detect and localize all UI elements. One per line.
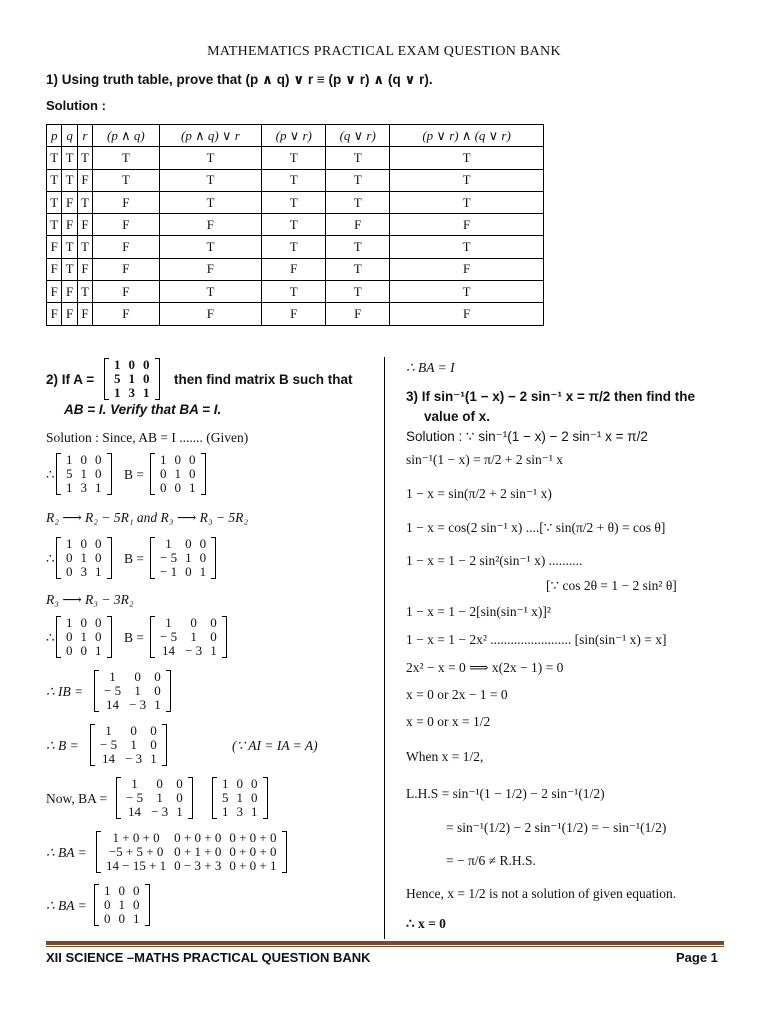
matrix-entry: 0: [95, 629, 102, 644]
matrix-entry: 0: [174, 452, 181, 467]
truth-table-header-cell: (p ∨ r) ∧ (q ∨ r): [390, 125, 544, 147]
truth-table-cell: F: [93, 214, 159, 236]
question-3: 3) If sin⁻¹(1 − x) − 2 sin⁻¹ x = π/2 then find the: [406, 389, 696, 404]
matrix-entry: 5: [66, 466, 73, 481]
page-number: Page 1: [676, 950, 718, 965]
matrix-entry: 0: [66, 629, 73, 644]
matrix-entry: 0: [176, 776, 183, 791]
truth-table-row: [47, 281, 544, 303]
matrix-entry: 1: [66, 452, 73, 467]
truth-table-cell: F: [47, 303, 62, 325]
matrix-entry: 1: [150, 751, 157, 766]
question-3-line2: value of x.: [424, 409, 491, 424]
solution-3-line: 1 − x = 1 − 2[sin(sin⁻¹ x)]²: [406, 604, 551, 619]
truth-table-cell: T: [326, 169, 390, 191]
matrix-entry: 0 + 1 + 0: [174, 844, 222, 859]
matrix-entry: 1: [222, 776, 229, 791]
truth-table: [46, 124, 544, 326]
truth-table-cell: T: [262, 214, 326, 236]
solution-3-line: Hence, x = 1/2 is not a solution of given equation.: [406, 886, 677, 901]
matrix-b-product: [116, 777, 193, 819]
matrix-entry: 0: [150, 737, 157, 752]
truth-table-cell: T: [390, 191, 544, 213]
truth-table-cell: T: [159, 236, 262, 258]
matrix-entry: 0: [133, 897, 140, 912]
truth-table-cell: T: [262, 147, 326, 169]
matrix-entry: 1: [156, 790, 163, 805]
matrix-entry: 0: [156, 776, 163, 791]
matrix-entry: 1: [185, 550, 192, 565]
truth-table-cell: T: [262, 169, 326, 191]
truth-table-header-cell: (p ∧ q) ∨ r: [159, 125, 262, 147]
truth-table-cell: T: [77, 191, 92, 213]
matrix-entry: 1: [160, 452, 167, 467]
truth-table-cell: F: [93, 191, 159, 213]
matrix-entry: 0: [118, 911, 125, 926]
matrix-entry: 1: [80, 466, 87, 481]
matrix-entry: 0: [199, 550, 207, 565]
matrix-m3: [56, 616, 112, 658]
matrix-m2: [56, 537, 112, 579]
truth-table-row: [47, 169, 544, 191]
truth-table-cell: F: [262, 258, 326, 280]
matrix-entry: 3: [80, 564, 87, 579]
ba-prefix: ∴ BA =: [46, 845, 87, 860]
matrix-entry: 0: [251, 776, 258, 791]
matrix-entry: 0: [176, 790, 183, 805]
truth-table-row: [47, 191, 544, 213]
solution-3-line: 1 − x = sin(π/2 + 2 sin⁻¹ x): [406, 486, 552, 501]
truth-table-header-cell: (p ∧ q): [93, 125, 159, 147]
solution-3-line: x = 0 or 2x − 1 = 0: [406, 687, 508, 702]
solution-3-line: 2x² − x = 0 ⟹ x(2x − 1) = 0: [406, 660, 564, 675]
therefore-symbol: ∴: [46, 551, 55, 566]
truth-table-cell: T: [77, 147, 92, 169]
matrix-entry: 1: [131, 776, 138, 791]
matrix-entry: 0: [80, 615, 87, 630]
question-2-prefix: 2) If A =: [46, 372, 95, 387]
matrix-identity-final: [94, 884, 150, 926]
solution-label-1: Solution :: [46, 98, 106, 113]
solution-3-line: 1 − x = 1 − 2x² ........................ [sin(sin⁻¹ x) = x]: [406, 632, 667, 647]
truth-table-row: [47, 258, 544, 280]
truth-table-header-cell: (p ∨ r): [262, 125, 326, 147]
matrix-entry: 1: [236, 790, 243, 805]
matrix-entry: 0: [133, 883, 140, 898]
truth-table-cell: T: [159, 169, 262, 191]
matrix-entry: 0: [66, 550, 73, 565]
matrix-entry: 1: [222, 804, 229, 819]
now-ba-prefix: Now, BA =: [46, 791, 108, 806]
row-operation-2: R₃ ⟶ R₃ − 3R₂: [46, 592, 134, 607]
truth-table-cell: F: [159, 214, 262, 236]
matrix-entry: − 3: [129, 697, 147, 712]
solution-3-line: L.H.S = sin⁻¹(1 − 1/2) − 2 sin⁻¹(1/2): [406, 786, 605, 801]
truth-table-cell: F: [47, 281, 62, 303]
matrix-entry: 1: [66, 536, 73, 551]
truth-table-cell: T: [47, 147, 62, 169]
matrix-entry: 14: [106, 697, 120, 712]
therefore-symbol: ∴: [46, 467, 55, 482]
matrix-entry: 0 + 0 + 0: [229, 844, 277, 859]
truth-table-cell: T: [390, 169, 544, 191]
matrix-entry: 1: [105, 723, 112, 738]
truth-table-cell: T: [62, 236, 77, 258]
truth-table-cell: F: [77, 258, 92, 280]
matrix-entry: 0: [66, 643, 73, 658]
solution-3-line: ∴ x = 0: [406, 916, 446, 931]
matrix-entry: 0: [236, 776, 243, 791]
matrix-entry: 0: [95, 536, 102, 551]
matrix-entry: 0: [190, 615, 197, 630]
matrix-entry: 0: [143, 371, 150, 386]
matrix-entry: − 3: [125, 751, 143, 766]
matrix-entry: − 5: [126, 790, 144, 805]
ba2-prefix: ∴ BA =: [46, 898, 87, 913]
matrix-entry: 14: [162, 643, 176, 658]
ba-equals-i: ∴ BA = I: [406, 360, 455, 375]
matrix-entry: 0 + 0 + 0: [174, 830, 222, 845]
matrix-n3: [150, 616, 227, 658]
solution-3-line: 1 − x = cos(2 sin⁻¹ x) ....[∵ sin(π/2 + θ) = cos θ]: [406, 520, 666, 535]
matrix-entry: 1: [66, 480, 73, 495]
matrix-entry: 1: [174, 466, 181, 481]
truth-table-header-cell: r: [77, 125, 92, 147]
matrix-entry: − 5: [160, 550, 178, 565]
matrix-entry: 0: [189, 452, 196, 467]
matrix-entry: 1: [128, 371, 135, 386]
truth-table-header-cell: (q ∨ r): [326, 125, 390, 147]
truth-table-cell: T: [262, 191, 326, 213]
matrix-ba-expanded: [96, 831, 287, 873]
solution-2-line: Solution : Since, AB = I ....... (Given): [46, 430, 249, 445]
truth-table-header-cell: p: [47, 125, 62, 147]
truth-table-cell: F: [62, 303, 77, 325]
matrix-entry: 5: [222, 790, 229, 805]
matrix-entry: − 3: [151, 804, 169, 819]
truth-table-cell: T: [47, 191, 62, 213]
ib-prefix: ∴ IB =: [46, 684, 84, 699]
matrix-b: [90, 724, 167, 766]
question-2-line2: AB = I. Verify that BA = I.: [64, 402, 222, 417]
matrix-entry: 1 + 0 + 0: [112, 830, 160, 845]
truth-table-cell: T: [159, 281, 262, 303]
matrix-entry: 0: [143, 357, 150, 372]
matrix-entry: 0 + 0 + 1: [229, 858, 277, 873]
truth-table-cell: T: [326, 191, 390, 213]
matrix-entry: 0: [104, 897, 111, 912]
truth-table-cell: F: [77, 214, 92, 236]
matrix-entry: 0: [80, 452, 87, 467]
matrix-entry: 1: [104, 883, 111, 898]
matrix-entry: 3: [236, 804, 243, 819]
truth-table-cell: F: [62, 214, 77, 236]
matrix-entry: 1: [66, 615, 73, 630]
matrix-ib: [94, 670, 171, 712]
row-operation-1: R₂ ⟶ R₂ − 5R₁ and R₃ ⟶ R₃ − 5R₂: [46, 510, 249, 525]
matrix-a-product: [212, 777, 268, 819]
matrix-entry: 0: [66, 564, 73, 579]
matrix-entry: 1: [154, 697, 161, 712]
truth-table-cell: F: [390, 214, 544, 236]
truth-table-cell: F: [390, 303, 544, 325]
matrix-entry: 0: [128, 357, 135, 372]
truth-table-cell: T: [390, 281, 544, 303]
truth-table-cell: T: [326, 236, 390, 258]
truth-table-cell: T: [47, 214, 62, 236]
truth-table-cell: T: [62, 147, 77, 169]
matrix-entry: 5: [114, 371, 121, 386]
truth-table-cell: F: [326, 214, 390, 236]
truth-table-cell: T: [93, 169, 159, 191]
matrix-entry: 0 + 0 + 0: [229, 830, 277, 845]
matrix-entry: 1: [190, 629, 197, 644]
matrix-entry: 1: [130, 737, 137, 752]
matrix-entry: −5 + 5 + 0: [108, 844, 164, 859]
matrix-entry: 0: [154, 669, 161, 684]
truth-table-cell: T: [159, 147, 262, 169]
matrix-entry: 0: [174, 480, 181, 495]
matrix-entry: 0: [104, 911, 111, 926]
matrix-entry: 0: [160, 466, 167, 481]
truth-table-cell: T: [77, 236, 92, 258]
truth-table-cell: F: [93, 258, 159, 280]
matrix-entry: 1: [134, 683, 141, 698]
matrix-entry: − 5: [100, 737, 118, 752]
page-title: MATHEMATICS PRACTICAL EXAM QUESTION BANK: [207, 44, 561, 59]
matrix-entry: 14: [102, 751, 116, 766]
column-divider: [384, 357, 385, 939]
truth-table-cell: F: [62, 281, 77, 303]
truth-table-cell: F: [93, 303, 159, 325]
question-1: 1) Using truth table, prove that (p ∧ q) ∨ r ≡ (p ∨ r) ∧ (q ∨ r).: [46, 72, 433, 87]
solution-3-line: = sin⁻¹(1/2) − 2 sin⁻¹(1/2) = − sin⁻¹(1/2): [446, 820, 667, 835]
truth-table-cell: F: [159, 303, 262, 325]
truth-table-cell: T: [62, 258, 77, 280]
matrix-entry: − 3: [185, 643, 203, 658]
question-2-suffix: then find matrix B such that: [174, 372, 353, 387]
matrix-entry: 0 − 3 + 3: [174, 858, 222, 873]
truth-table-cell: F: [93, 236, 159, 258]
matrix-n2: [150, 537, 216, 579]
truth-table-cell: T: [262, 281, 326, 303]
matrix-entry: 1: [80, 629, 87, 644]
truth-table-cell: F: [77, 169, 92, 191]
matrix-entry: 0: [154, 683, 161, 698]
truth-table-cell: T: [159, 191, 262, 213]
matrix-entry: 0: [160, 480, 167, 495]
truth-table-cell: F: [390, 258, 544, 280]
truth-table-row: [47, 147, 544, 169]
matrix-entry: 1: [251, 804, 258, 819]
matrix-entry: 0: [251, 790, 258, 805]
matrix-entry: 1: [199, 564, 207, 579]
matrix-entry: 0: [95, 466, 102, 481]
footer-text: XII SCIENCE –MATHS PRACTICAL QUESTION BANK: [46, 950, 371, 965]
matrix-entry: 0: [185, 536, 192, 551]
matrix-entry: 1: [114, 385, 121, 400]
matrix-m1: [56, 453, 112, 495]
truth-table-header-cell: q: [62, 125, 77, 147]
matrix-entry: − 1: [160, 564, 178, 579]
matrix-entry: 1: [109, 669, 116, 684]
matrix-a: [104, 358, 160, 400]
matrix-entry: − 5: [160, 629, 178, 644]
matrix-entry: 1: [80, 550, 87, 565]
matrix-entry: 1: [95, 643, 102, 658]
matrix-entry: 1: [114, 357, 121, 372]
solution-3-line: = − π/6 ≠ R.H.S.: [446, 853, 536, 868]
solution-3-line: sin⁻¹(1 − x) = π/2 + 2 sin⁻¹ x: [406, 452, 564, 467]
b-prefix: ∴ B =: [46, 738, 79, 753]
truth-table-cell: T: [390, 236, 544, 258]
matrix-entry: 0: [95, 550, 102, 565]
matrix-entry: 0: [95, 615, 102, 630]
matrix-entry: 1: [95, 480, 102, 495]
solution-3-line: x = 0 or x = 1/2: [406, 714, 491, 729]
matrix-entry: 0: [80, 536, 87, 551]
matrix-entry: 1: [189, 480, 196, 495]
matrix-entry: 0: [80, 643, 87, 658]
therefore-symbol: ∴: [46, 630, 55, 645]
matrix-entry: 1: [210, 643, 217, 658]
truth-table-cell: F: [93, 281, 159, 303]
truth-table-cell: T: [262, 236, 326, 258]
footer-rule-thin: [46, 946, 724, 947]
matrix-entry: − 5: [104, 683, 122, 698]
matrix-entry: 1: [165, 536, 172, 551]
truth-table-row: [47, 236, 544, 258]
matrix-entry: 0: [185, 564, 192, 579]
truth-table-cell: T: [62, 169, 77, 191]
matrix-entry: 1: [118, 897, 125, 912]
truth-table-cell: F: [326, 303, 390, 325]
matrix-entry: 0: [134, 669, 141, 684]
truth-table-cell: T: [326, 147, 390, 169]
matrix-entry: 3: [80, 480, 87, 495]
matrix-entry: 0: [210, 629, 217, 644]
truth-table-cell: T: [390, 147, 544, 169]
truth-table-cell: F: [262, 303, 326, 325]
truth-table-cell: T: [77, 281, 92, 303]
matrix-entry: 0: [95, 452, 102, 467]
truth-table-cell: T: [326, 258, 390, 280]
matrix-entry: 1: [165, 615, 172, 630]
matrix-entry: 0: [189, 466, 196, 481]
matrix-entry: 0: [210, 615, 217, 630]
solution-3-line: 1 − x = 1 − 2 sin²(sin⁻¹ x) ..........: [406, 553, 583, 568]
b-equals: B =: [124, 551, 144, 566]
solution-3-line: When x = 1/2,: [406, 749, 484, 764]
matrix-entry: 0: [130, 723, 137, 738]
truth-table-cell: F: [47, 258, 62, 280]
truth-table-row: [47, 214, 544, 236]
truth-table-header-row: [47, 125, 544, 147]
truth-table-cell: F: [62, 191, 77, 213]
matrix-entry: 14: [128, 804, 142, 819]
truth-table-row: [47, 303, 544, 325]
matrix-entry: 0: [199, 536, 207, 551]
solution-3-line: Solution : ∵ sin⁻¹(1 − x) − 2 sin⁻¹ x = π/2: [406, 429, 648, 444]
matrix-entry: 1: [95, 564, 102, 579]
truth-table-cell: F: [47, 236, 62, 258]
truth-table-cell: F: [77, 303, 92, 325]
truth-table-cell: T: [93, 147, 159, 169]
truth-table-cell: F: [159, 258, 262, 280]
truth-table-cell: T: [326, 281, 390, 303]
matrix-i3-1: [150, 453, 206, 495]
matrix-entry: 14 − 15 + 1: [106, 858, 167, 873]
matrix-entry: 0: [118, 883, 125, 898]
b-equals: B =: [124, 630, 144, 645]
matrix-entry: 1: [176, 804, 183, 819]
footer-rule: [46, 941, 724, 945]
solution-3-line: [∵ cos 2θ = 1 − 2 sin² θ]: [546, 578, 677, 593]
b-equals: B =: [124, 467, 144, 482]
matrix-entry: 1: [143, 385, 150, 400]
b-note: (∵ AI = IA = A): [232, 738, 318, 753]
matrix-entry: 1: [133, 911, 140, 926]
matrix-entry: 3: [128, 385, 135, 400]
matrix-entry: 0: [150, 723, 157, 738]
truth-table-cell: T: [47, 169, 62, 191]
